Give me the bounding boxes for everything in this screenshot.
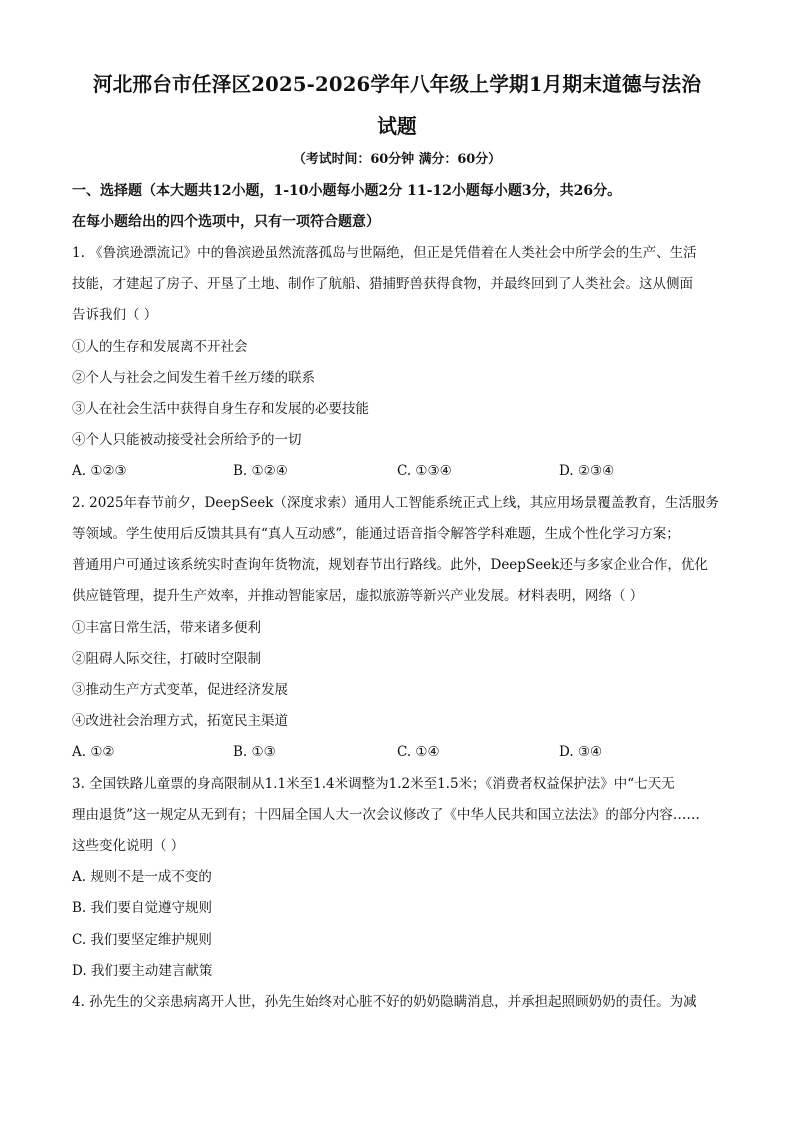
q1-item-3: ③人在社会生活中获得自身生存和发展的必要技能	[72, 401, 369, 417]
q3-option-c[interactable]: C. 我们要坚定维护规则	[72, 932, 212, 948]
q2-stem-line2: 等领域。学生使用后反馈其具有“真人互动感”，能通过语音指令解答学科难题，生成个性化学习方案；	[72, 526, 680, 542]
q2-option-b[interactable]: B. ①③	[233, 744, 276, 760]
section-heading-line1: 一、选择题（本大题共12小题，1-10小题每小题2分 11-12小题每小题3分，共26分。	[72, 183, 622, 199]
q1-stem-line2: 技能，才建起了房子、开垦了土地、制作了航船、猎捕野兽获得食物，并最终回到了人类社会。这从侧面	[72, 276, 693, 292]
q1-stem-line1: 1. 《鲁滨逊漂流记》中的鲁滨逊虽然流落孤岛与世隔绝，但正是凭借着在人类社会中所学会的生产、生活	[72, 245, 697, 261]
q2-item-1: ①丰富日常生活，带来诸多便利	[72, 620, 261, 636]
q3-option-d[interactable]: D. 我们要主动建言献策	[72, 963, 213, 979]
q1-stem-line3: 告诉我们（ ）	[72, 307, 158, 323]
exam-title-line1: 河北邢台市任泽区2025-2026学年八年级上学期1月期末道德与法治	[92, 73, 702, 96]
q1-item-2: ②个人与社会之间发生着千丝万缕的联系	[72, 370, 315, 386]
q2-option-a[interactable]: A. ①②	[72, 744, 115, 760]
q1-item-4: ④个人只能被动接受社会所给予的一切	[72, 432, 302, 448]
exam-title-line2: 试题	[377, 115, 417, 138]
exam-time-score: （考试时间：60分钟 满分：60分）	[292, 152, 502, 167]
q2-stem-line1: 2. 2025年春节前夕，DeepSeek（深度求索）通用人工智能系统正式上线，其应用场景覆盖教育，生活服务	[72, 495, 719, 511]
q3-stem-line2: 理由退货”这一规定从无到有；十四届全国人大一次会议修改了《中华人民共和国立法法》的部分内容……	[72, 807, 700, 823]
q4-stem-line1: 4. 孙先生的父亲患病离开人世，孙先生始终对心脏不好的奶奶隐瞒消息，并承担起照顾奶奶的责任。为减	[72, 994, 697, 1010]
q2-item-4: ④改进社会治理方式，拓宽民主渠道	[72, 713, 288, 729]
q3-option-b[interactable]: B. 我们要自觉遵守规则	[72, 900, 213, 916]
q1-option-a[interactable]: A. ①②③	[72, 463, 127, 479]
q1-item-1: ①人的生存和发展离不开社会	[72, 339, 248, 355]
q3-option-a[interactable]: A. 规则不是一成不变的	[72, 869, 212, 885]
q2-stem-line3: 普通用户可通过该系统实时查询年货物流，规划春节出行路线。此外，DeepSeek还与多家企业合作，优化	[72, 557, 708, 573]
q3-stem-line1: 3. 全国铁路儿童票的身高限制从1.1米至1.4米调整为1.2米至1.5米；《消费者权益保护法》中“七天无	[72, 776, 675, 792]
q2-item-2: ②阻碍人际交往，打破时空限制	[72, 651, 261, 667]
q2-item-3: ③推动生产方式变革，促进经济发展	[72, 682, 288, 698]
q1-option-b[interactable]: B. ①②④	[233, 463, 288, 479]
q3-stem-line3: 这些变化说明（ ）	[72, 838, 185, 854]
section-heading-line2: 在每小题给出的四个选项中，只有一项符合题意）	[72, 214, 380, 230]
q2-stem-line4: 供应链管理，提升生产效率，并推动智能家居，虚拟旅游等新兴产业发展。材料表明，网络（ ）	[72, 588, 644, 604]
q2-option-d[interactable]: D. ③④	[559, 744, 603, 760]
q2-option-c[interactable]: C. ①④	[397, 744, 440, 760]
q1-option-d[interactable]: D. ②③④	[559, 463, 615, 479]
q1-option-c[interactable]: C. ①③④	[397, 463, 452, 479]
